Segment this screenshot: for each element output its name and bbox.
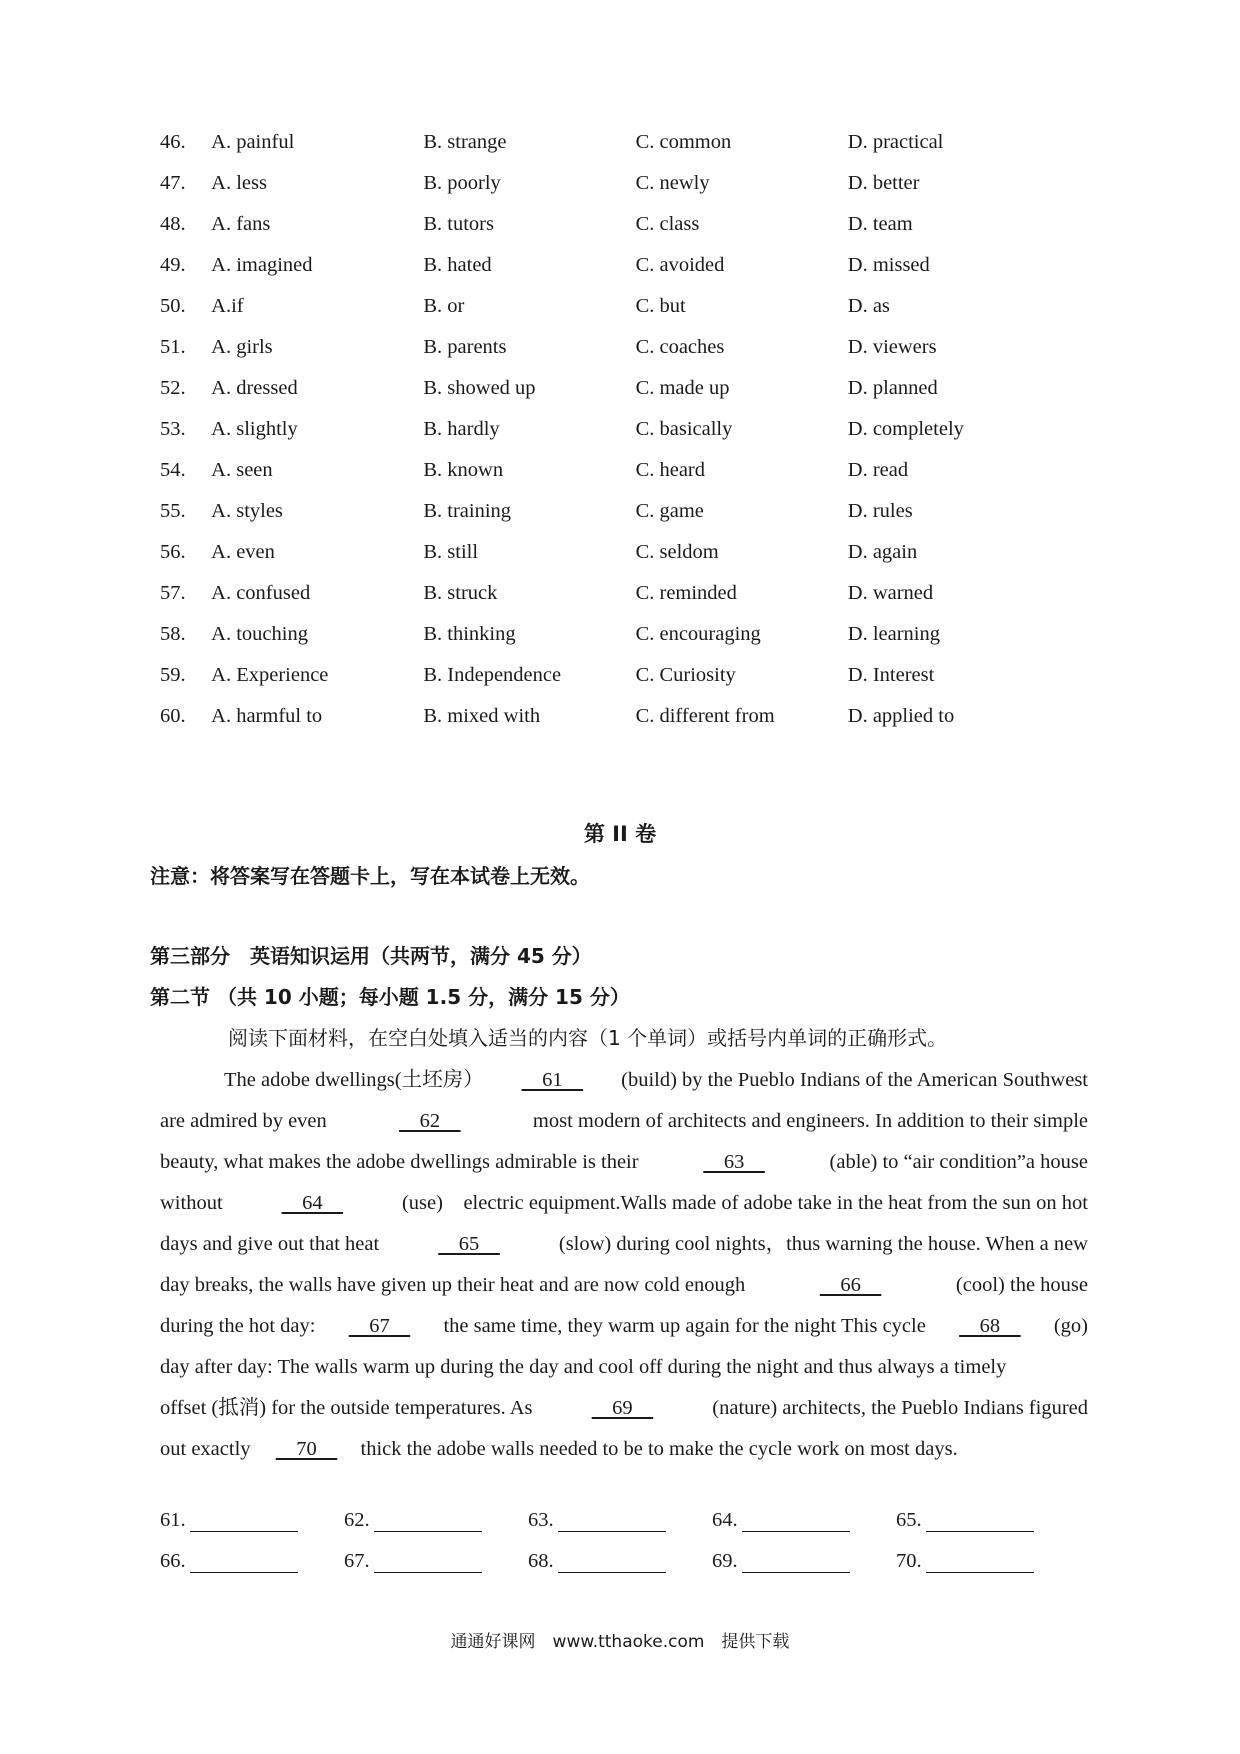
passage-line	[160, 1388, 1088, 1429]
answer-item	[896, 1509, 1080, 1532]
answer-line[interactable]	[190, 1552, 298, 1573]
answer-number: 67.	[344, 1550, 370, 1572]
option-a: A. imagined	[211, 254, 313, 276]
option-d: D. team	[847, 213, 913, 235]
option-a: A. dressed	[211, 377, 298, 399]
answer-number: 64.	[712, 1509, 738, 1531]
blank-68: 68	[959, 1315, 1021, 1337]
option-c: C. made up	[635, 377, 730, 399]
passage-text: offset (抵消) for the outside temperatures. As	[160, 1397, 533, 1419]
passage-line	[160, 1265, 1088, 1306]
option-d: D. read	[847, 459, 909, 481]
option-d: D. practical	[847, 131, 944, 153]
question-number: 54.	[160, 459, 186, 481]
answer-number: 68.	[528, 1550, 554, 1572]
option-d: D. rules	[847, 500, 913, 522]
option-row	[160, 245, 1060, 286]
answer-line[interactable]	[926, 1552, 1034, 1573]
option-c: C. Curiosity	[635, 664, 736, 686]
option-c: C. newly	[635, 172, 710, 194]
answer-number: 69.	[712, 1550, 738, 1572]
option-c: C. reminded	[635, 582, 737, 604]
question-number: 50.	[160, 295, 186, 317]
option-row	[160, 409, 1060, 450]
passage-line	[160, 1183, 1088, 1224]
option-d: D. again	[847, 541, 918, 563]
question-number: 49.	[160, 254, 186, 276]
answer-line[interactable]	[558, 1511, 666, 1532]
option-b: B. struck	[423, 582, 498, 604]
option-b: B. poorly	[423, 172, 501, 194]
option-b: B. thinking	[423, 623, 516, 645]
answer-item	[896, 1550, 1080, 1573]
option-d: D. better	[847, 172, 920, 194]
answer-number: 66.	[160, 1550, 186, 1572]
option-a: A. confused	[211, 582, 311, 604]
option-d: D. as	[847, 295, 890, 317]
option-b: B. still	[423, 541, 479, 563]
passage-text: are admired by even	[160, 1110, 327, 1132]
option-b: B. Independence	[423, 664, 562, 686]
option-row	[160, 163, 1060, 204]
question-number: 48.	[160, 213, 186, 235]
option-c: C. different from	[635, 705, 775, 727]
answer-row	[160, 1541, 1080, 1582]
option-c: C. heard	[635, 459, 706, 481]
passage-line	[160, 1142, 1088, 1183]
note: 注意：将答案写在答题卡上，写在本试卷上无效。	[150, 864, 590, 888]
option-d: D. applied to	[847, 705, 955, 727]
option-c: C. encouraging	[635, 623, 761, 645]
passage-line	[160, 1060, 1088, 1101]
answer-blanks	[160, 1500, 1080, 1582]
answer-item	[528, 1509, 712, 1532]
options-table	[160, 122, 1060, 737]
option-d: D. learning	[847, 623, 940, 645]
option-d: D. warned	[847, 582, 934, 604]
answer-line[interactable]	[558, 1552, 666, 1573]
option-a: A. seen	[211, 459, 273, 481]
option-a: A. styles	[211, 500, 283, 522]
answer-item	[712, 1509, 896, 1532]
option-b: B. tutors	[423, 213, 494, 235]
answer-line[interactable]	[742, 1511, 850, 1532]
option-b: B. or	[423, 295, 465, 317]
option-row	[160, 614, 1060, 655]
answer-number: 70.	[896, 1550, 922, 1572]
option-d: D. completely	[847, 418, 964, 440]
option-c: C. game	[635, 500, 704, 522]
option-a: A. touching	[211, 623, 308, 645]
passage-text: without	[160, 1192, 223, 1214]
passage-text: thick the adobe walls needed to be to make the cycle work on most days.	[360, 1438, 958, 1460]
blank-61: 61	[521, 1069, 584, 1091]
option-a: A.if	[211, 295, 244, 317]
option-c: C. class	[635, 213, 700, 235]
option-row	[160, 655, 1060, 696]
option-b: B. hated	[423, 254, 492, 276]
option-row	[160, 122, 1060, 163]
question-number: 52.	[160, 377, 186, 399]
answer-row	[160, 1500, 1080, 1541]
passage-text: most modern of architects and engineers. In addition to their simple	[532, 1110, 1088, 1132]
passage-text: (able) to “air condition”a house	[829, 1151, 1088, 1173]
passage-text: days and give out that heat	[160, 1233, 380, 1255]
blank-70: 70	[275, 1438, 338, 1460]
option-b: B. showed up	[423, 377, 536, 399]
question-number: 57.	[160, 582, 186, 604]
answer-line[interactable]	[374, 1511, 482, 1532]
option-b: B. known	[423, 459, 504, 481]
option-a: A. harmful to	[211, 705, 323, 727]
option-a: A. slightly	[211, 418, 298, 440]
option-row	[160, 450, 1060, 491]
answer-number: 65.	[896, 1509, 922, 1531]
blank-65: 65	[438, 1233, 500, 1255]
passage-line	[160, 1429, 1088, 1470]
option-b: B. mixed with	[423, 705, 541, 727]
option-a: A. even	[211, 541, 275, 563]
question-number: 56.	[160, 541, 186, 563]
passage-text: beauty, what makes the adobe dwellings admirable is their	[160, 1151, 639, 1173]
instruction: 阅读下面材料，在空白处填入适当的内容（1 个单词）或括号内单词的正确形式。	[228, 1026, 948, 1050]
answer-item	[160, 1509, 344, 1532]
passage-text: (use) electric equipment.Walls made of adobe take in the heat from the sun on hot	[401, 1192, 1088, 1214]
blank-67: 67	[348, 1315, 411, 1337]
option-d: D. Interest	[847, 664, 935, 686]
answer-item	[344, 1550, 528, 1573]
section-heading: 第二节 （共 10 小题；每小题 1.5 分，满分 15 分）	[150, 985, 630, 1009]
answer-line[interactable]	[374, 1552, 482, 1573]
answer-item	[160, 1550, 344, 1573]
option-row	[160, 573, 1060, 614]
option-row	[160, 368, 1060, 409]
option-row	[160, 204, 1060, 245]
passage-text: (go)	[1053, 1315, 1088, 1337]
option-c: C. common	[635, 131, 732, 153]
answer-line[interactable]	[742, 1552, 850, 1573]
option-c: C. seldom	[635, 541, 719, 563]
answer-number: 62.	[344, 1509, 370, 1531]
blank-69: 69	[591, 1397, 654, 1419]
passage-text: (cool) the house	[955, 1274, 1088, 1296]
option-a: A. less	[211, 172, 267, 194]
passage-text: the same time, they warm up again for the night This cycle	[443, 1315, 926, 1337]
passage-text: The adobe dwellings(土坯房）	[224, 1069, 484, 1091]
passage-text: during the hot day:	[160, 1315, 316, 1337]
option-row	[160, 532, 1060, 573]
option-a: A. painful	[211, 131, 295, 153]
answer-item	[528, 1550, 712, 1573]
blank-66: 66	[819, 1274, 882, 1296]
option-d: D. planned	[847, 377, 938, 399]
passage	[160, 1060, 1088, 1470]
option-a: A. fans	[211, 213, 271, 235]
option-row	[160, 327, 1060, 368]
passage-line	[160, 1224, 1088, 1265]
part-title: 第三部分 英语知识运用（共两节，满分 45 分）	[150, 944, 592, 968]
option-row	[160, 491, 1060, 532]
passage-text: day after day: The walls warm up during the day and cool off during the night and thus always a timely	[160, 1356, 1007, 1378]
question-number: 51.	[160, 336, 186, 358]
answer-number: 61.	[160, 1509, 186, 1531]
question-number: 60.	[160, 705, 186, 727]
option-row	[160, 286, 1060, 327]
option-c: C. avoided	[635, 254, 725, 276]
passage-line	[160, 1347, 1088, 1388]
option-a: A. Experience	[211, 664, 329, 686]
question-number: 59.	[160, 664, 186, 686]
option-d: D. viewers	[847, 336, 937, 358]
answer-line[interactable]	[190, 1511, 298, 1532]
question-number: 46.	[160, 131, 186, 153]
question-number: 47.	[160, 172, 186, 194]
question-number: 58.	[160, 623, 186, 645]
passage-text: day breaks, the walls have given up their heat and are now cold enough	[160, 1274, 746, 1296]
passage-text: out exactly	[160, 1438, 251, 1460]
answer-number: 63.	[528, 1509, 554, 1531]
passage-text: (slow) during cool nights，thus warning the house. When a new	[558, 1233, 1088, 1255]
option-c: C. coaches	[635, 336, 725, 358]
answer-line[interactable]	[926, 1511, 1034, 1532]
option-b: B. parents	[423, 336, 507, 358]
option-b: B. training	[423, 500, 512, 522]
option-b: B. strange	[423, 131, 507, 153]
option-c: C. but	[635, 295, 686, 317]
option-d: D. missed	[847, 254, 930, 276]
option-row	[160, 696, 1060, 737]
passage-text: (nature) architects, the Pueblo Indians figured	[712, 1397, 1088, 1419]
blank-62: 62	[399, 1110, 461, 1132]
question-number: 53.	[160, 418, 186, 440]
answer-item	[344, 1509, 528, 1532]
answer-item	[712, 1550, 896, 1573]
footer: 通通好课网 www.tthaoke.com 提供下载	[450, 1632, 790, 1652]
passage-line	[160, 1101, 1088, 1142]
blank-63: 63	[703, 1151, 765, 1173]
section-title: 第 II 卷	[583, 822, 657, 846]
option-b: B. hardly	[423, 418, 500, 440]
option-a: A. girls	[211, 336, 273, 358]
option-c: C. basically	[635, 418, 733, 440]
blank-64: 64	[281, 1192, 344, 1214]
question-number: 55.	[160, 500, 186, 522]
passage-text: (build) by the Pueblo Indians of the American Southwest	[621, 1069, 1088, 1091]
passage-line	[160, 1306, 1088, 1347]
